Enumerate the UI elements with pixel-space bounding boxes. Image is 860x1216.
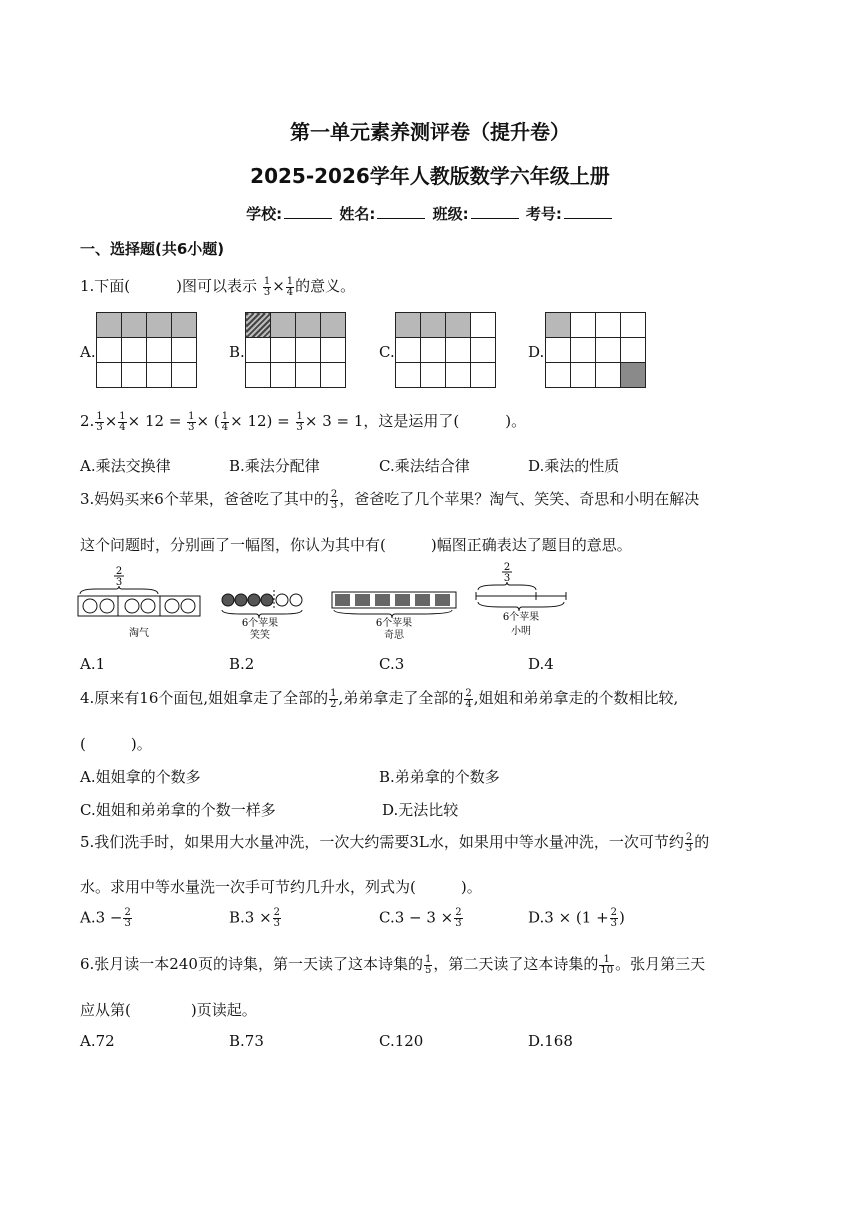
option-b[interactable]: B.弟弟拿的个数多 [379,768,500,786]
caption-xiaoming: 小明 [511,626,531,637]
question-2-stem: 2. $\frac{1}{3}$ × $\frac{1}{4}$ × 12 = $\frac{1}{3}$ × ( $\frac{1}{4}$ × 12) = $\frac{1}{3}$ × 3 = 1，这是运用了( )。 [80,410,527,433]
question-3-figures [76,562,576,644]
option-c[interactable]: C.120 [379,1032,424,1050]
svg-text:3: 3 [503,573,511,584]
svg-text:3: 3 [115,577,123,588]
option-c[interactable]: C.3 [379,655,405,673]
question-5-stem-line1: 5.我们洗手时，如果用大水量冲洗，一次大约需要3L水，如果用中等水量冲洗，一次可节约 $\frac{2}{3}$ 的 [80,831,710,854]
option-a[interactable]: A.72 [80,1032,115,1050]
option-d[interactable]: D.无法比较 [382,801,459,819]
option-b[interactable]: B.3 × $\frac{2}{3}$ [229,907,281,929]
option-a[interactable]: A.1 [80,655,106,673]
option-c[interactable]: C.乘法结合律 [379,457,470,475]
option-c-label: C. [379,343,395,361]
exam-number-label: 考号: [525,205,562,223]
page-subtitle: 2025-2026学年人教版数学六年级上册 [250,164,610,188]
figure-xiaoxiao [222,590,302,641]
question-6-stem-line1: 6.张月读一本240页的诗集，第一天读了这本诗集的 $\frac{1}{5}$ ，第二天读了这本诗集的 $\frac{1}{10}$ 。张月第三天 [80,953,706,976]
school-blank[interactable] [284,204,332,219]
option-c[interactable]: C.3 − 3 × $\frac{2}{3}$ [379,907,462,929]
name-label: 姓名: [339,205,376,223]
question-3-stem-line2: 这个问题时，分别画了一幅图，你认为其中有( )幅图正确表达了题目的意思。 [80,536,632,554]
option-a[interactable]: A.3 − $\frac{2}{3}$ [80,907,131,929]
question-3-stem-line1: 3.妈妈买来6个苹果，爸爸吃了其中的 $\frac{2}{3}$ ，爸爸吃了几个苹果？淘气、笑笑、奇思和小明在解决 [80,488,700,511]
option-a[interactable]: A.乘法交换律 [80,457,171,475]
name-blank[interactable] [377,204,425,219]
caption-taoqi: 淘气 [129,628,149,639]
option-b-grid[interactable] [245,312,346,388]
option-a[interactable]: A.姐姐拿的个数多 [80,768,201,786]
option-d[interactable]: D.4 [528,655,554,673]
option-b[interactable]: B.2 [229,655,255,673]
option-b[interactable]: B.73 [229,1032,264,1050]
question-4-stem-line1: 4.原来有16个面包,姐姐拿走了全部的 $\frac{1}{2}$ ,弟弟拿走了全部的 $\frac{2}{4}$ ,姐姐和弟弟拿走的个数相比较, [80,687,679,710]
option-d[interactable]: D.3 × (1 + $\frac{2}{3}$ ) [528,907,625,929]
question-5-stem-line2: 水。求用中等水量洗一次手可节约几升水，列式为( )。 [80,878,482,896]
student-info [0,203,860,224]
apples-label-3: 6个苹果 [502,612,540,623]
apples-label-2: 6个苹果 [375,618,413,629]
class-label: 班级: [432,205,469,223]
caption-xiaoxiao: 笑笑 [250,630,270,641]
option-d-grid[interactable] [545,312,646,388]
option-c[interactable]: C.姐姐和弟弟拿的个数一样多 [80,801,276,819]
option-a-grid[interactable] [96,312,197,388]
question-1-stem: 1.下面( )图可以表示 $\frac{1}{3}$ × $\frac{1}{4}$ 的意义。 [80,275,356,298]
figure-xiaoming [476,562,566,637]
option-b-label: B. [229,343,245,361]
option-b[interactable]: B.乘法分配律 [229,457,320,475]
figure-qisi [332,592,456,641]
option-d-label: D. [528,343,545,361]
option-d[interactable]: D.乘法的性质 [528,457,620,475]
fraction: $\frac{1}{4}$ [286,275,294,298]
fraction: $\frac{1}{3}$ [263,275,271,298]
option-d[interactable]: D.168 [528,1032,573,1050]
section-title: 一、选择题(共6小题) [80,240,225,258]
figure-taoqi [78,566,200,639]
exam-number-blank[interactable] [564,204,612,219]
option-c-grid[interactable] [395,312,496,388]
option-a-label: A. [80,343,96,361]
class-blank[interactable] [471,204,519,219]
apples-label-1: 6个苹果 [241,618,279,629]
page-title: 第一单元素养测评卷（提升卷） [290,120,570,144]
svg-text:2: 2 [503,562,511,573]
caption-qisi: 奇思 [384,630,404,641]
question-4-stem-line2: ( )。 [80,735,152,753]
question-6-stem-line2: 应从第( )页读起。 [80,1001,257,1019]
svg-text:2: 2 [115,566,123,577]
school-label: 学校: [246,205,283,223]
